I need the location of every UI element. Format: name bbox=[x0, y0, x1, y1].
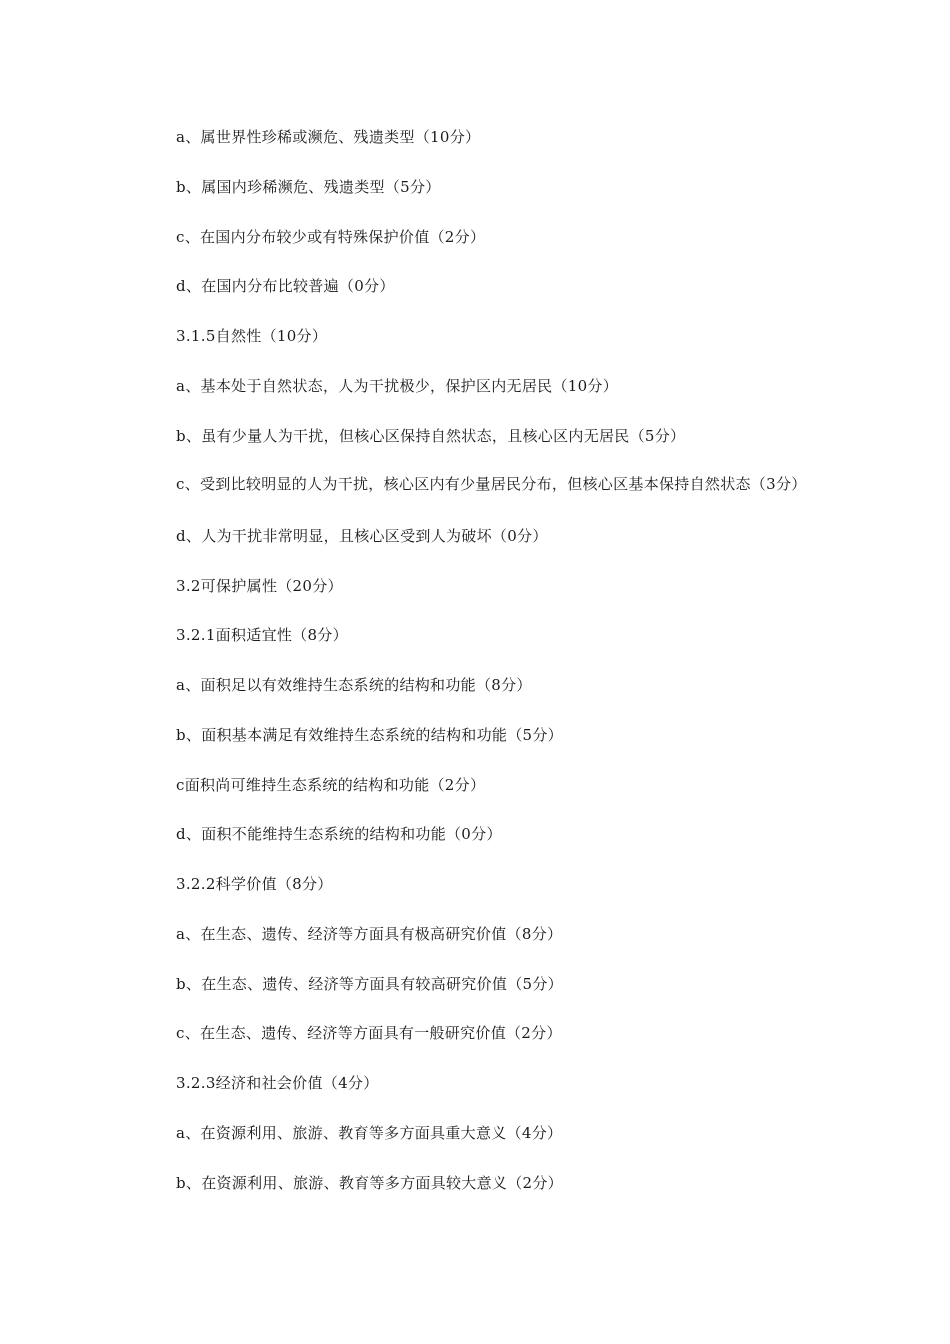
subsection-heading: 3.2.2科学价值（8分） bbox=[176, 875, 333, 893]
subsection-heading: 3.2.1面积适宜性（8分） bbox=[176, 626, 348, 644]
text-line: a、属世界性珍稀或濒危、残遗类型（10分） bbox=[176, 128, 481, 146]
text-line: b、在生态、遗传、经济等方面具有较高研究价值（5分） bbox=[176, 975, 563, 993]
text-line-wrapped: c、受到比较明显的人为干扰，核心区内有少量居民分布，但核心区基本保持自然状态（3分） bbox=[176, 475, 807, 493]
text-line: a、基本处于自然状态，人为干扰极少，保护区内无居民（10分） bbox=[176, 377, 619, 395]
text-line: b、虽有少量人为干扰，但核心区保持自然状态，且核心区内无居民（5分） bbox=[176, 427, 686, 445]
text-line: d、面积不能维持生态系统的结构和功能（0分） bbox=[176, 825, 502, 843]
text-line: c、在生态、遗传、经济等方面具有一般研究价值（2分） bbox=[176, 1024, 562, 1042]
subsection-heading: 3.2.3经济和社会价值（4分） bbox=[176, 1074, 379, 1092]
section-heading: 3.2可保护属性（20分） bbox=[176, 577, 343, 595]
text-line: c面积尚可维持生态系统的结构和功能（2分） bbox=[176, 776, 486, 794]
text-line: b、在资源利用、旅游、教育等多方面具较大意义（2分） bbox=[176, 1174, 563, 1192]
text-line: b、面积基本满足有效维持生态系统的结构和功能（5分） bbox=[176, 726, 563, 744]
text-line: a、面积足以有效维持生态系统的结构和功能（8分） bbox=[176, 676, 532, 694]
text-line: b、属国内珍稀濒危、残遗类型（5分） bbox=[176, 178, 441, 196]
text-line: a、在生态、遗传、经济等方面具有极高研究价值（8分） bbox=[176, 925, 563, 943]
section-heading: 3.1.5自然性（10分） bbox=[176, 327, 328, 345]
text-line: a、在资源利用、旅游、教育等多方面具重大意义（4分） bbox=[176, 1124, 563, 1142]
text-line: d、人为干扰非常明显，且核心区受到人为破坏（0分） bbox=[176, 527, 548, 545]
text-line: c、在国内分布较少或有特殊保护价值（2分） bbox=[176, 228, 486, 246]
text-line: d、在国内分布比较普遍（0分） bbox=[176, 277, 395, 295]
